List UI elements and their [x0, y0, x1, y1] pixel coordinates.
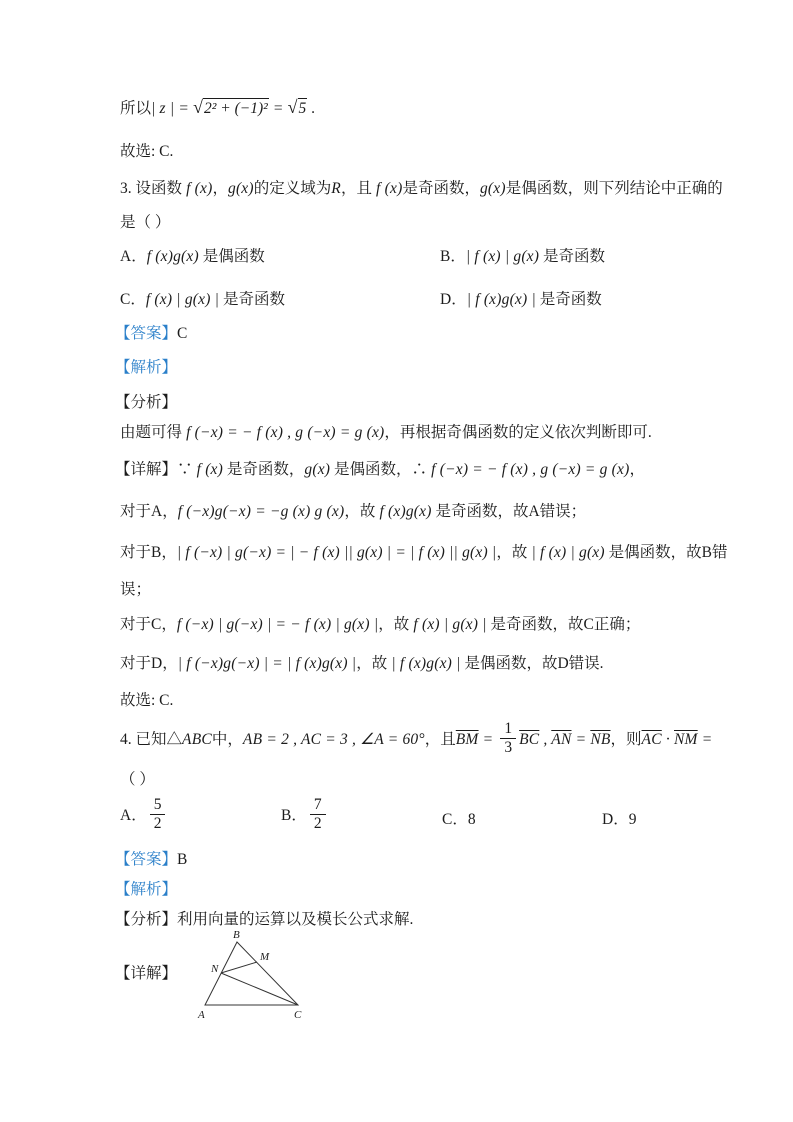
- question-3-stem-line-2: [120, 211, 170, 235]
- text-segment: $\overline{AC}$: [641, 730, 662, 748]
- text-segment: 对于D，: [120, 655, 178, 672]
- text-segment: √: [193, 97, 204, 117]
- text-segment: AB = 2 , AC = 3 , ∠A = 60°: [242, 730, 425, 748]
- triangle-abc-outline: [205, 942, 298, 1005]
- text-segment: （ ）: [120, 771, 155, 788]
- text-segment: | f (−x)g(−x) | = | f (x)g(x) |: [177, 655, 357, 672]
- text-segment: ,: [539, 730, 552, 748]
- vertex-label-b: B: [233, 929, 240, 941]
- section-label: 【答案】: [115, 325, 178, 342]
- q3-case-b-line-2: [120, 578, 151, 602]
- answer-choice-line: [120, 140, 173, 164]
- text-segment: 是奇函数: [535, 291, 602, 308]
- text-segment: 是（ ）: [120, 214, 171, 231]
- question-4-stem-line-1: [120, 722, 712, 759]
- q3-option-d: [440, 288, 602, 312]
- q3-analysis-header-line: [115, 356, 177, 380]
- q4-xiangjie-label-line: [115, 962, 177, 986]
- q3-case-a-line: [120, 500, 586, 524]
- q3-option-b: [440, 245, 605, 269]
- text-segment: 是奇函数，: [223, 461, 305, 478]
- q4-analysis-header-line: [115, 878, 177, 902]
- question-3-stem-line-1: [120, 177, 723, 201]
- text-segment: A．: [120, 248, 147, 265]
- text-segment: ，: [212, 180, 228, 197]
- text-segment: | z | =: [151, 100, 194, 117]
- text-segment: g(x): [479, 180, 506, 197]
- q3-case-d-line: [120, 652, 604, 676]
- text-segment: D．9: [602, 811, 637, 828]
- q3-fenxi-body-line: [120, 421, 652, 445]
- text-segment: 对于A，: [120, 503, 178, 520]
- text-segment: A．: [120, 806, 147, 824]
- text-segment: 对于B，: [120, 544, 177, 561]
- triangle-figure: [190, 928, 315, 1023]
- text-segment: | f (x)g(x) |: [466, 291, 536, 308]
- text-segment: C．8: [442, 811, 476, 828]
- text-segment: 的定义域为: [253, 180, 332, 197]
- text-segment: R: [331, 180, 341, 197]
- text-segment: f (x) | g(x) |: [409, 616, 487, 633]
- text-segment: =: [478, 730, 498, 748]
- text-segment: f (x)g(x): [375, 503, 432, 520]
- q4-option-c: [442, 808, 476, 832]
- text-segment: .: [307, 100, 316, 117]
- q3-answer-label-line: [115, 322, 187, 346]
- text-segment: | f (x) | g(x): [527, 544, 605, 561]
- text-segment: f (−x) = − f (x) , g (−x) = g (x): [182, 424, 385, 441]
- text-segment: 5: [298, 100, 307, 117]
- text-segment: B: [177, 851, 188, 868]
- text-segment: ·: [661, 730, 674, 748]
- text-segment: $\overline{NM}$: [674, 730, 698, 748]
- text-segment: ∵: [177, 461, 193, 478]
- text-segment: 误；: [120, 581, 152, 598]
- text-segment: 故选: C.: [120, 692, 174, 709]
- text-segment: ，则: [610, 730, 642, 748]
- text-segment: B．: [281, 806, 307, 824]
- q4-answer-label-line: [115, 848, 187, 872]
- text-segment: $\overline{BM}$: [455, 730, 479, 748]
- text-segment: ，: [629, 461, 645, 478]
- text-segment: C: [177, 325, 188, 342]
- text-segment: 3. 设函数: [120, 180, 183, 197]
- text-segment: g(x): [228, 180, 254, 197]
- text-segment: 由题可得: [120, 424, 183, 441]
- q3-option-a: [120, 245, 265, 269]
- text-segment: 是奇函数，故C正确；: [486, 616, 641, 633]
- text-segment: 所以: [120, 100, 152, 117]
- text-segment: ，且: [340, 180, 372, 197]
- text-segment: | f (x) | g(x): [465, 248, 540, 265]
- q4-option-b: [281, 798, 329, 835]
- text-segment: =: [571, 730, 591, 748]
- q4-option-a: [120, 798, 168, 835]
- text-segment: 中，: [211, 730, 243, 748]
- text-segment: f (−x) = − f (x) , g (−x) = g (x): [427, 461, 630, 478]
- text-segment: g(x): [304, 461, 331, 478]
- text-segment: 【分析】: [115, 911, 178, 928]
- text-segment: f (−x)g(−x) = −g (x) g (x): [177, 503, 345, 520]
- text-segment: ，故: [378, 616, 410, 633]
- text-segment: △: [166, 730, 183, 748]
- q3-fenxi-header-line: [115, 391, 177, 415]
- text-segment: f (−x) | g(−x) | = − f (x) | g(x) |: [176, 616, 379, 633]
- text-segment: 4. 已知: [120, 730, 167, 748]
- text-segment: 利用向量的运算以及模长公式求解.: [177, 911, 414, 928]
- text-segment: f (x) | g(x) |: [145, 291, 220, 308]
- q4-option-d: [602, 808, 636, 832]
- text-segment: $\overline{BC}$: [519, 730, 540, 748]
- q3-option-c: [120, 288, 285, 312]
- fraction: $\frac{5}{2}$: [150, 796, 166, 833]
- text-segment: 是偶函数，故B错: [604, 544, 728, 561]
- text-segment: 【详解】: [115, 965, 178, 982]
- fraction: $\frac{1}{3}$: [500, 720, 516, 757]
- question-4-stem-line-2: [120, 768, 155, 792]
- q3-case-c-line: [120, 613, 640, 637]
- q3-xiangjie-line-1: [115, 458, 645, 482]
- text-segment: 是奇函数: [539, 248, 606, 265]
- text-segment: 2² + (−1)²: [204, 100, 268, 117]
- point-label-m: M: [260, 951, 270, 963]
- point-label-n: N: [211, 963, 219, 975]
- text-segment: 是偶函数，则下列结论中正确的: [505, 180, 723, 197]
- text-segment: | f (−x) | g(−x) = | − f (x) || g(x) | = | f (x) || g(x) |: [176, 544, 497, 561]
- section-label: 【答案】: [115, 851, 178, 868]
- section-label: 【解析】: [115, 881, 178, 898]
- vertex-label-c: C: [294, 1009, 302, 1021]
- q3-final-choice-line: [120, 689, 173, 713]
- text-segment: $\overline{NB}$: [590, 730, 611, 748]
- text-segment: f (x)g(x): [146, 248, 199, 265]
- text-segment: f (x): [371, 180, 403, 197]
- text-segment: 故选: C.: [120, 143, 174, 160]
- vertex-label-a: A: [198, 1009, 205, 1021]
- text-segment: ，故: [344, 503, 376, 520]
- text-segment: √: [287, 97, 298, 117]
- text-segment: ，故: [496, 544, 528, 561]
- text-segment: 是奇函数: [219, 291, 286, 308]
- text-segment: 是奇函数，故A错误；: [431, 503, 587, 520]
- text-segment: D．: [440, 291, 467, 308]
- text-segment: 是奇函数，: [402, 180, 480, 197]
- text-segment: =: [268, 100, 288, 117]
- text-segment: ，故: [356, 655, 388, 672]
- text-segment: B．: [440, 248, 466, 265]
- text-segment: C．: [120, 291, 146, 308]
- modulus-formula-line: [120, 95, 315, 121]
- text-segment: f (x): [192, 461, 223, 478]
- text-segment: | f (x)g(x) |: [387, 655, 461, 672]
- fraction: $\frac{7}{2}$: [310, 796, 326, 833]
- text-segment: 是偶函数: [198, 248, 265, 265]
- segment-nc: [221, 973, 298, 1005]
- text-segment: 对于C，: [120, 616, 177, 633]
- text-segment: ，再根据奇偶函数的定义依次判断即可.: [384, 424, 652, 441]
- q3-case-b-line-1: [120, 541, 727, 565]
- text-segment: =: [697, 730, 713, 748]
- text-segment: $\overline{AN}$: [551, 730, 572, 748]
- text-segment: 是偶函数，故D错误.: [460, 655, 604, 672]
- text-segment: ABC: [182, 730, 212, 748]
- text-segment: ∴: [411, 461, 428, 478]
- text-segment: 是偶函数，: [330, 461, 412, 478]
- text-segment: 【详解】: [115, 461, 178, 478]
- text-segment: f (x): [182, 180, 213, 197]
- section-label: 【解析】: [115, 359, 178, 376]
- text-segment: 【分析】: [115, 394, 178, 411]
- text-segment: ，且: [424, 730, 456, 748]
